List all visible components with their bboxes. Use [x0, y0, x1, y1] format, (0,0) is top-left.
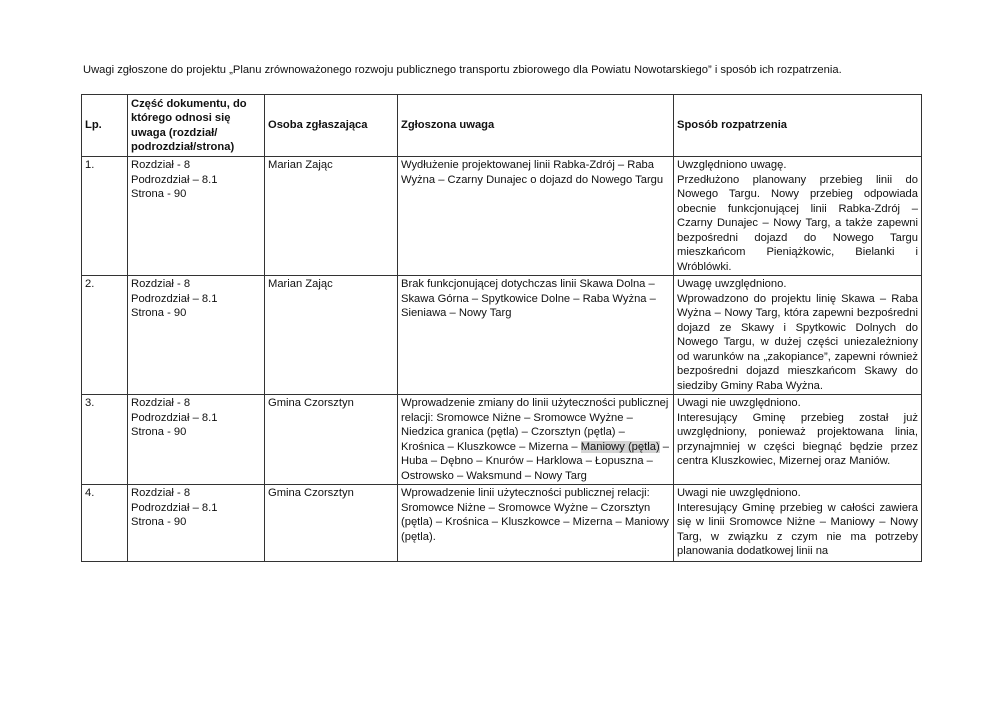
page-line: Strona - 90 — [131, 516, 187, 528]
subchapter-line: Podrozdział – 8.1 — [131, 501, 218, 514]
document-part-cell — [128, 395, 265, 485]
row-number: 3. — [82, 395, 128, 485]
submitter-cell: Marian Zając — [265, 276, 398, 395]
highlighted-text: Maniowy (pętla) — [580, 440, 660, 453]
resolution-text: Wprowadzono do projektu linię Skawa – Raba Wyżna – Nowy Targ, która zapewni bezpośredni dojazd ze Skawy i Spytkowic Dolnych do Nowego Targu, w dużej części uniezależniony od warunków na „zakopiance”, zapewni również bezpośredni dojazd mieszkańcom Skawy do siedziby Gminy Raba Wyżna. — [677, 292, 918, 392]
page-line: Strona - 90 — [131, 188, 187, 200]
subchapter-line: Podrozdział – 8.1 — [131, 292, 218, 305]
chapter-line: Rozdział - 8 — [131, 159, 191, 171]
remark-text-start: Wprowadzenie zmiany do linii użyteczności publicznej relacji: Sromowce Niżne – Sromowce Wyżne – Niedzica granica (pętla) – Czorsztyn (pętla) – Krośnica – Kluszkowce – Mizerna – — [401, 397, 669, 453]
remark-cell: Wprowadzenie linii użyteczności publicznej relacji: Sromowce Niżne – Sromowce Wyżne – Czorsztyn (pętla) – Krośnica – Kluszkowce – Mizerna – Maniowy (pętla). — [398, 485, 674, 562]
document-part-cell — [128, 276, 265, 395]
chapter-line: Rozdział - 8 — [131, 397, 191, 409]
header-lp: Lp. — [82, 95, 128, 157]
resolution-status: Uwzględniono uwagę. — [677, 159, 787, 171]
page-title: Uwagi zgłoszone do projektu „Planu zrównoważonego rozwoju publicznego transportu zbiorowego dla Powiatu Nowotarskiego” i sposób ich rozpatrzenia. — [83, 64, 842, 76]
remark-cell — [398, 395, 674, 485]
header-document-part: Część dokumentu, do którego odnosi się uwaga (rozdział/ podrozdział/strona) — [128, 95, 265, 157]
resolution-status: Uwagi nie uwzględniono. — [677, 487, 801, 499]
header-remark: Zgłoszona uwaga — [398, 95, 674, 157]
resolution-text: Interesujący Gminę przebieg w całości zawiera się w linii Sromowce Niżne – Maniowy – Nowy Targ, w związku z czym nie ma potrzeby planowania dodatkowej linii na — [677, 501, 918, 557]
resolution-text: Przedłużono planowany przebieg linii do Nowego Targu. Nowy przebieg odpowiada obecnie funkcjonującej linii Rabka-Zdrój – Czarny Dunajec – Nowy Targ, a także zapewni bezpośredni dojazd do Nowego Targu mieszkańcom Pieniążkowic, Bielanki i Wróblówki. — [677, 173, 918, 273]
row-number: 4. — [82, 485, 128, 562]
remark-text-end: – Huba – Dębno – Knurów – Harklowa – Łopuszna – Ostrowsko – Waksmund – Nowy Targ — [401, 440, 670, 482]
subchapter-line: Podrozdział – 8.1 — [131, 173, 218, 186]
remarks-table — [81, 94, 922, 562]
submitter-cell: Gmina Czorsztyn — [265, 395, 398, 485]
resolution-cell — [674, 485, 922, 562]
page-line: Strona - 90 — [131, 307, 187, 319]
resolution-text: Interesujący Gminę przebieg został już uwzględniony, ponieważ projektowana linia, przynajmniej w części biegnąć będzie przez centra Kluszkowiec, Mizernej oraz Maniów. — [677, 411, 918, 467]
table-header-row — [82, 95, 922, 157]
subchapter-line: Podrozdział – 8.1 — [131, 411, 218, 424]
resolution-cell — [674, 276, 922, 395]
document-part-cell — [128, 485, 265, 562]
resolution-cell — [674, 395, 922, 485]
table-row — [82, 276, 922, 395]
chapter-line: Rozdział - 8 — [131, 487, 191, 499]
submitter-cell: Gmina Czorsztyn — [265, 485, 398, 562]
table-row — [82, 395, 922, 485]
chapter-line: Rozdział - 8 — [131, 278, 191, 290]
remark-cell: Brak funkcjonującej dotychczas linii Skawa Dolna – Skawa Górna – Spytkowice Dolne – Raba Wyżna – Sieniawa – Nowy Targ — [398, 276, 674, 395]
resolution-status: Uwagi nie uwzględniono. — [677, 397, 801, 409]
resolution-status: Uwagę uwzględniono. — [677, 278, 787, 290]
remark-cell: Wydłużenie projektowanej linii Rabka-Zdrój – Raba Wyżna – Czarny Dunajec o dojazd do Nowego Targu — [398, 157, 674, 276]
row-number: 2. — [82, 276, 128, 395]
document-part-cell — [128, 157, 265, 276]
row-number: 1. — [82, 157, 128, 276]
header-resolution: Sposób rozpatrzenia — [674, 95, 922, 157]
submitter-cell: Marian Zając — [265, 157, 398, 276]
header-submitter: Osoba zgłaszająca — [265, 95, 398, 157]
resolution-cell — [674, 157, 922, 276]
table-row — [82, 157, 922, 276]
table-row — [82, 485, 922, 562]
page-line: Strona - 90 — [131, 426, 187, 438]
